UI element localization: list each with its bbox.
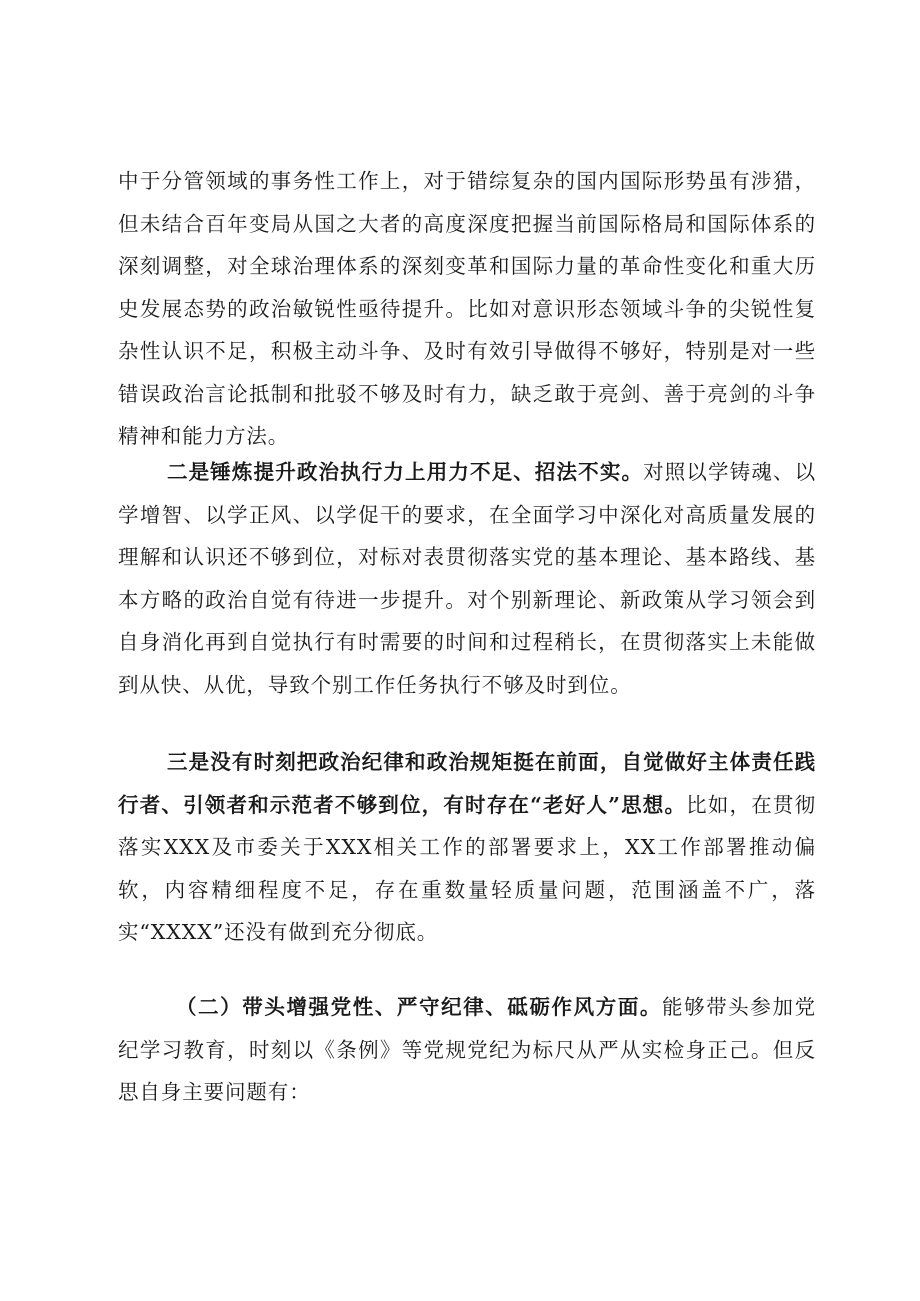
paragraph-body: 对照以学铸魂、以学增智、以学正风、以学促干的要求，在全面学习中深化对高质量发展的理解和认识还不够到位，对标对表贯彻落实党的基本理论、基本路线、基本方略的政治自觉有待进一步提升。对个别新理论、新政策从学习领会到自身消化再到自觉执行有时需要的时间和过程稍长，在贯彻落实上未能做到从快、从优，导致个别工作任务执行不够及时到位。: [118, 460, 816, 697]
paragraph-body: 中于分管领域的事务性工作上，对于错综复杂的国内国际形势虽有涉猎，但未结合百年变局从国之大者的高度深度把握当前国际格局和国际体系的深刻调整，对全球治理体系的深刻变革和国际力量的革命性变化和重大历史发展态势的政治敏锐性亟待提升。比如对意识形态领域斗争的尖锐性复杂性认识不足，积极主动斗争、及时有效引导做得不够好，特别是对一些错误政治言论抵制和批驳不够及时有力，缺乏敢于亮剑、善于亮剑的斗争精神和能力方法。: [118, 169, 816, 448]
section-heading-party-spirit: [118, 986, 816, 1114]
paragraph-body: 比如，在贯彻落实XXX及市委关于XXX相关工作的部署要求上，XX工作部署推动偏软，内容精细程度不足，存在重数量轻质量问题，范围涵盖不广，落实“XXXX”还没有做到充分彻底。: [118, 792, 816, 944]
paragraph-political-discipline: [118, 741, 816, 954]
section-heading-lead: （二）带头增强党性、严守纪律、砥砺作风方面。: [176, 995, 663, 1019]
paragraph-lead: 三是没有时刻把政治纪律和政治规矩挺在前面，自觉做好主体责任践行者、引领者和示范者不够到位，有时存在“老好人”思想。: [118, 750, 816, 817]
paragraph-body: 能够带头参加党纪学习教育，时刻以《条例》等党规党纪为标尺从严从实检身正己。但反思自身主要问题有：: [118, 995, 816, 1104]
paragraph-political-execution: [118, 451, 816, 706]
paragraph-lead: 二是锤炼提升政治执行力上用力不足、招法不实。: [167, 460, 644, 484]
paragraph-political-sensitivity: [118, 160, 816, 458]
